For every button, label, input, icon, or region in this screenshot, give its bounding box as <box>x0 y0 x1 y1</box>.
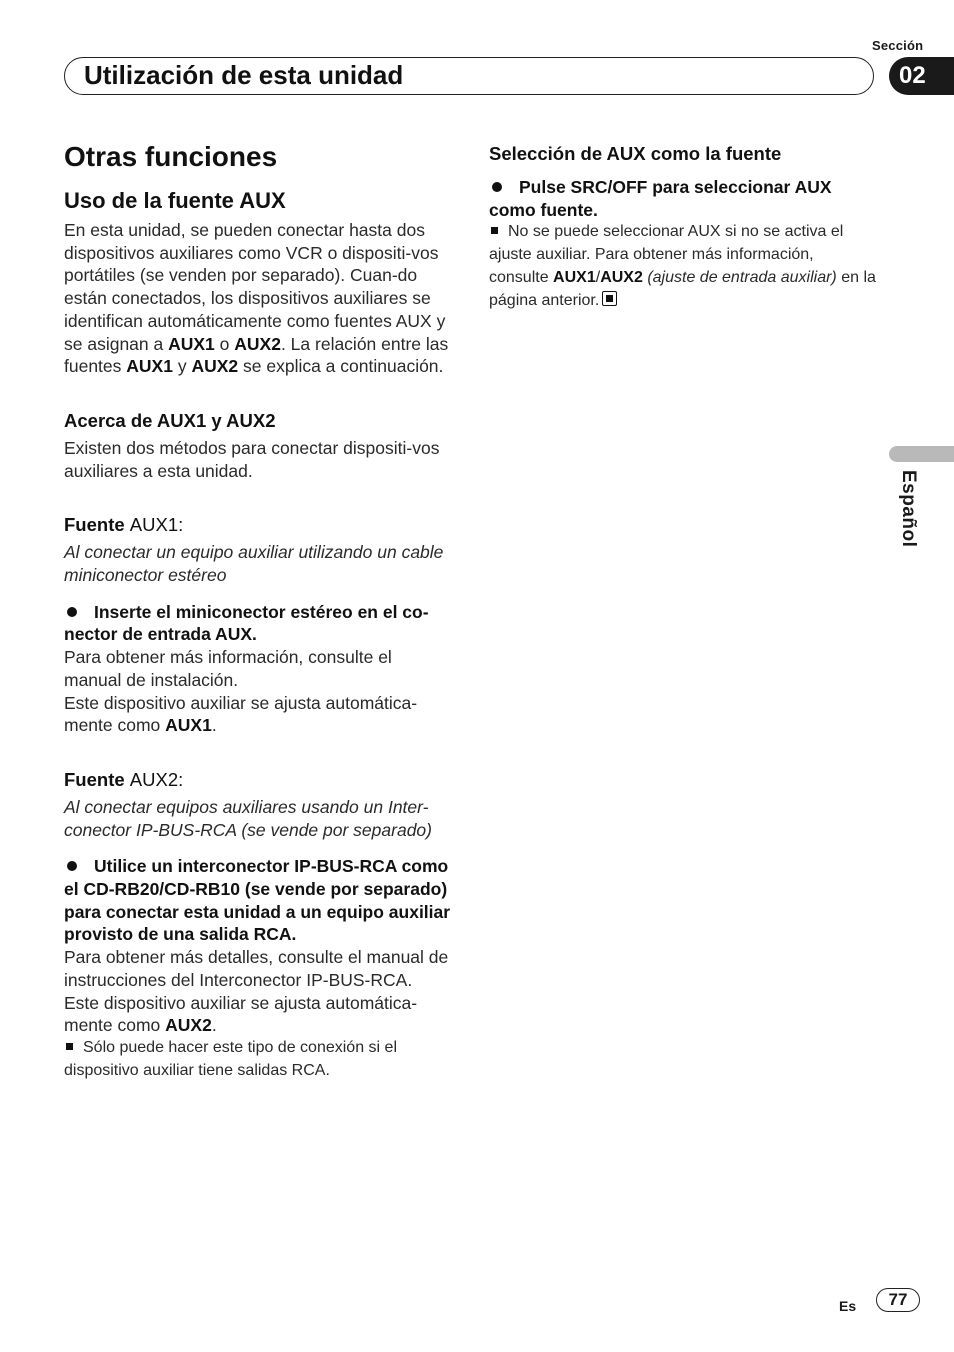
chapter-title: Utilización de esta unidad <box>84 60 404 90</box>
bullet-icon <box>67 607 77 617</box>
select-aux-step: Pulse SRC/OFF para seleccionar AUX como fuente. <box>489 177 832 220</box>
intro-paragraph: En esta unidad, se pueden conectar hasta dos dispositivos auxiliares como VCR o dispositi-vos portátiles (se venden por separado). Cuan-do están conectados, los dispositivos auxiliares se identifican automáticamente como fuentes AUX y se asignan a AUX1 o AUX2. La relación entre las fuentes AUX1 y AUX2 se explica a continuación. <box>64 220 449 377</box>
language-tab <box>889 446 954 462</box>
aux2-condition: Al conectar equipos auxiliares usando un Inter-conector IP-BUS-RCA (se vende por separado) <box>64 796 432 840</box>
about-aux-heading: Acerca de AUX1 y AUX2 <box>64 409 276 431</box>
aux1-heading: Fuente AUX1: <box>64 514 184 536</box>
footer-language-code: Es <box>839 1298 857 1314</box>
aux1-condition: Al conectar un equipo auxiliar utilizando un cable miniconector estéreo <box>64 542 444 586</box>
subheading-aux: Uso de la fuente AUX <box>64 188 286 213</box>
left-column <box>64 140 452 1082</box>
bullet-icon <box>492 182 502 192</box>
section-label: Sección <box>872 38 924 53</box>
aux1-step: Inserte el miniconector estéreo en el co-nector de entrada AUX. <box>64 601 429 645</box>
select-aux-heading: Selección de AUX como la fuente <box>489 143 782 164</box>
aux2-step: Utilice un interconector IP-BUS-RCA como el CD-RB20/CD-RB10 (se vende por separado) para conectar esta unidad a un equipo auxiliar provisto de una salida RCA. <box>64 856 451 945</box>
aux2-text-1: Para obtener más detalles, consulte el manual de instrucciones del Interconector IP-BUS-RCA. <box>64 947 449 990</box>
select-aux-note: No se puede seleccionar AUX si no se activa el ajuste auxiliar. Para obtener más información, consulte AUX1/AUX2 (ajuste de entrada auxiliar) en la página anterior. <box>489 223 876 309</box>
note-square-icon <box>66 1043 73 1050</box>
aux2-heading: Fuente AUX2: <box>64 768 184 790</box>
aux1-text-2: Este dispositivo auxiliar se ajusta automática-mente como AUX1. <box>64 692 418 736</box>
language-label: Español <box>898 470 919 548</box>
about-aux-text: Existen dos métodos para conectar dispositi-vos auxiliares a esta unidad. <box>64 437 440 481</box>
page-number: 77 <box>876 1288 920 1312</box>
bullet-icon <box>67 861 77 871</box>
note-square-icon <box>491 227 498 234</box>
aux2-note: Sólo puede hacer este tipo de conexión si el dispositivo auxiliar tiene salidas RCA. <box>64 1038 397 1079</box>
aux1-text-1: Para obtener más información, consulte el manual de instalación. <box>64 647 392 690</box>
end-mark-icon <box>602 291 617 306</box>
aux2-text-2: Este dispositivo auxiliar se ajusta automática-mente como AUX2. <box>64 992 418 1036</box>
right-column <box>489 142 877 312</box>
section-number-badge: 02 <box>889 57 954 95</box>
page-heading: Otras funciones <box>64 141 278 172</box>
